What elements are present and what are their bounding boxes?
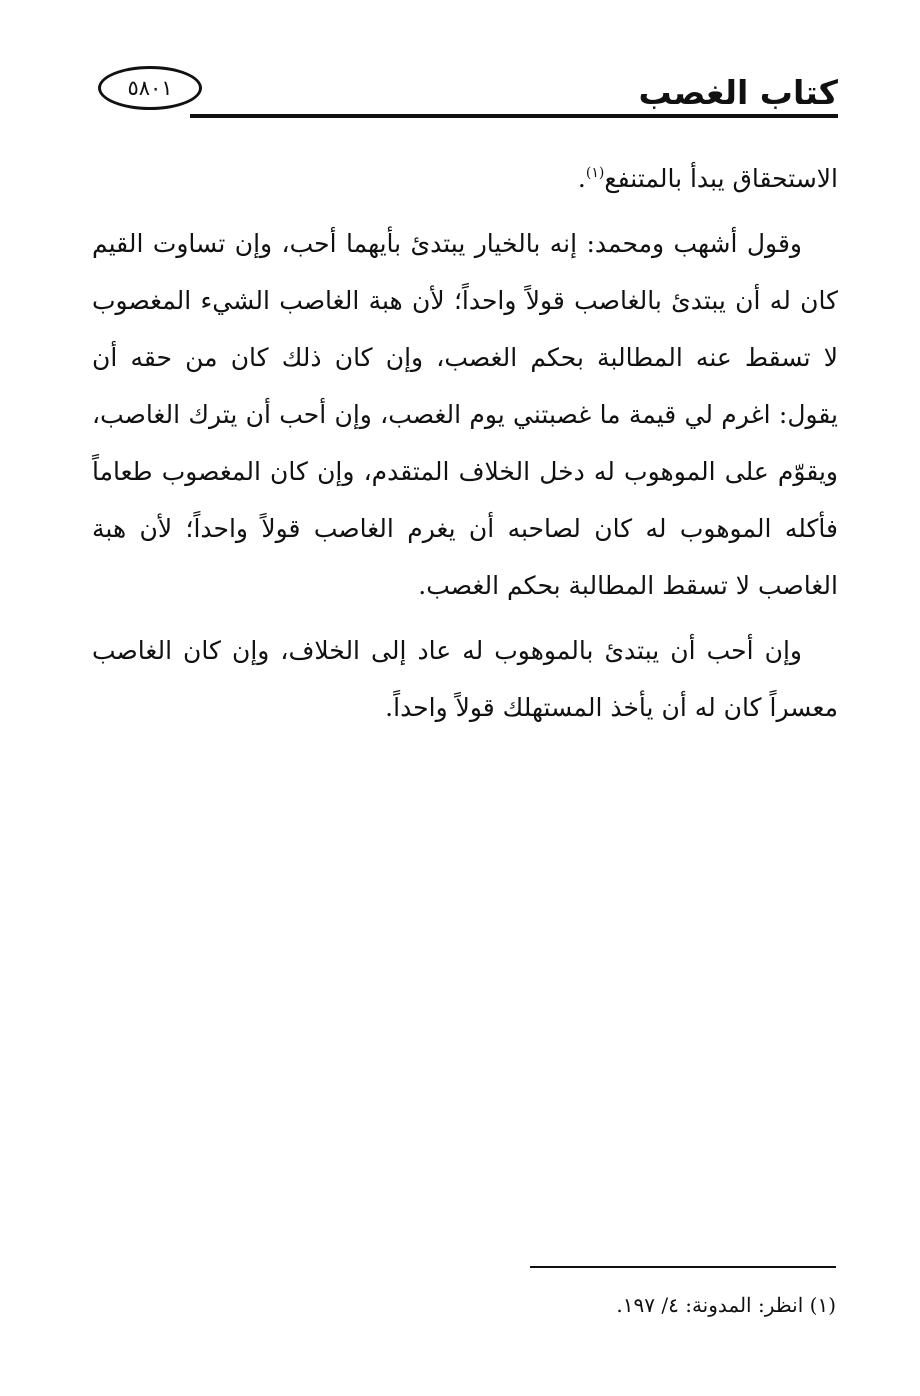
footnote-reference: (١) [585, 165, 605, 181]
footnote-1: (١) انظر: المدونة: ٤/ ١٩٧. [616, 1293, 836, 1317]
footnote-separator [530, 1266, 836, 1268]
paragraph-1-tail: . [577, 164, 586, 193]
paragraph-3: وإن أحب أن يبتدئ بالموهوب له عاد إلى الخلاف، وإن كان الغاصب معسراً كان له أن يأخذ المستهلك قولاً واحداً. [92, 636, 838, 722]
running-title: كتاب الغصب [638, 73, 838, 112]
header-rule [190, 114, 838, 118]
paragraph-2: وقول أشهب ومحمد: إنه بالخيار يبتدئ بأيهما أحب، وإن تساوت القيم كان له أن يبتدئ بالغاصب قولاً واحداً؛ لأن هبة الغاصب الشيء المغصوب لا تسقط عنه المطالبة بحكم الغصب، وإن كان ذلك كان من حقه أن يقول: اغرم لي قيمة ما غصبتني يوم الغصب، وإن أحب أن يترك الغاصب، ويقوّم على الموهوب له دخل الخلاف المتقدم، وإن كان المغصوب طعاماً فأكله الموهوب له كان لصاحبه أن يغرم الغاصب قولاً واحداً؛ لأن هبة الغاصب لا تسقط المطالبة بحكم الغصب. [92, 229, 838, 600]
paragraph-1 [92, 150, 838, 207]
paragraph-1-text: الاستحقاق يبدأ بالمتنفع [604, 164, 838, 193]
main-text [92, 150, 838, 744]
page-number: ٥٨٠١ [127, 76, 173, 100]
page-number-frame [98, 66, 202, 110]
